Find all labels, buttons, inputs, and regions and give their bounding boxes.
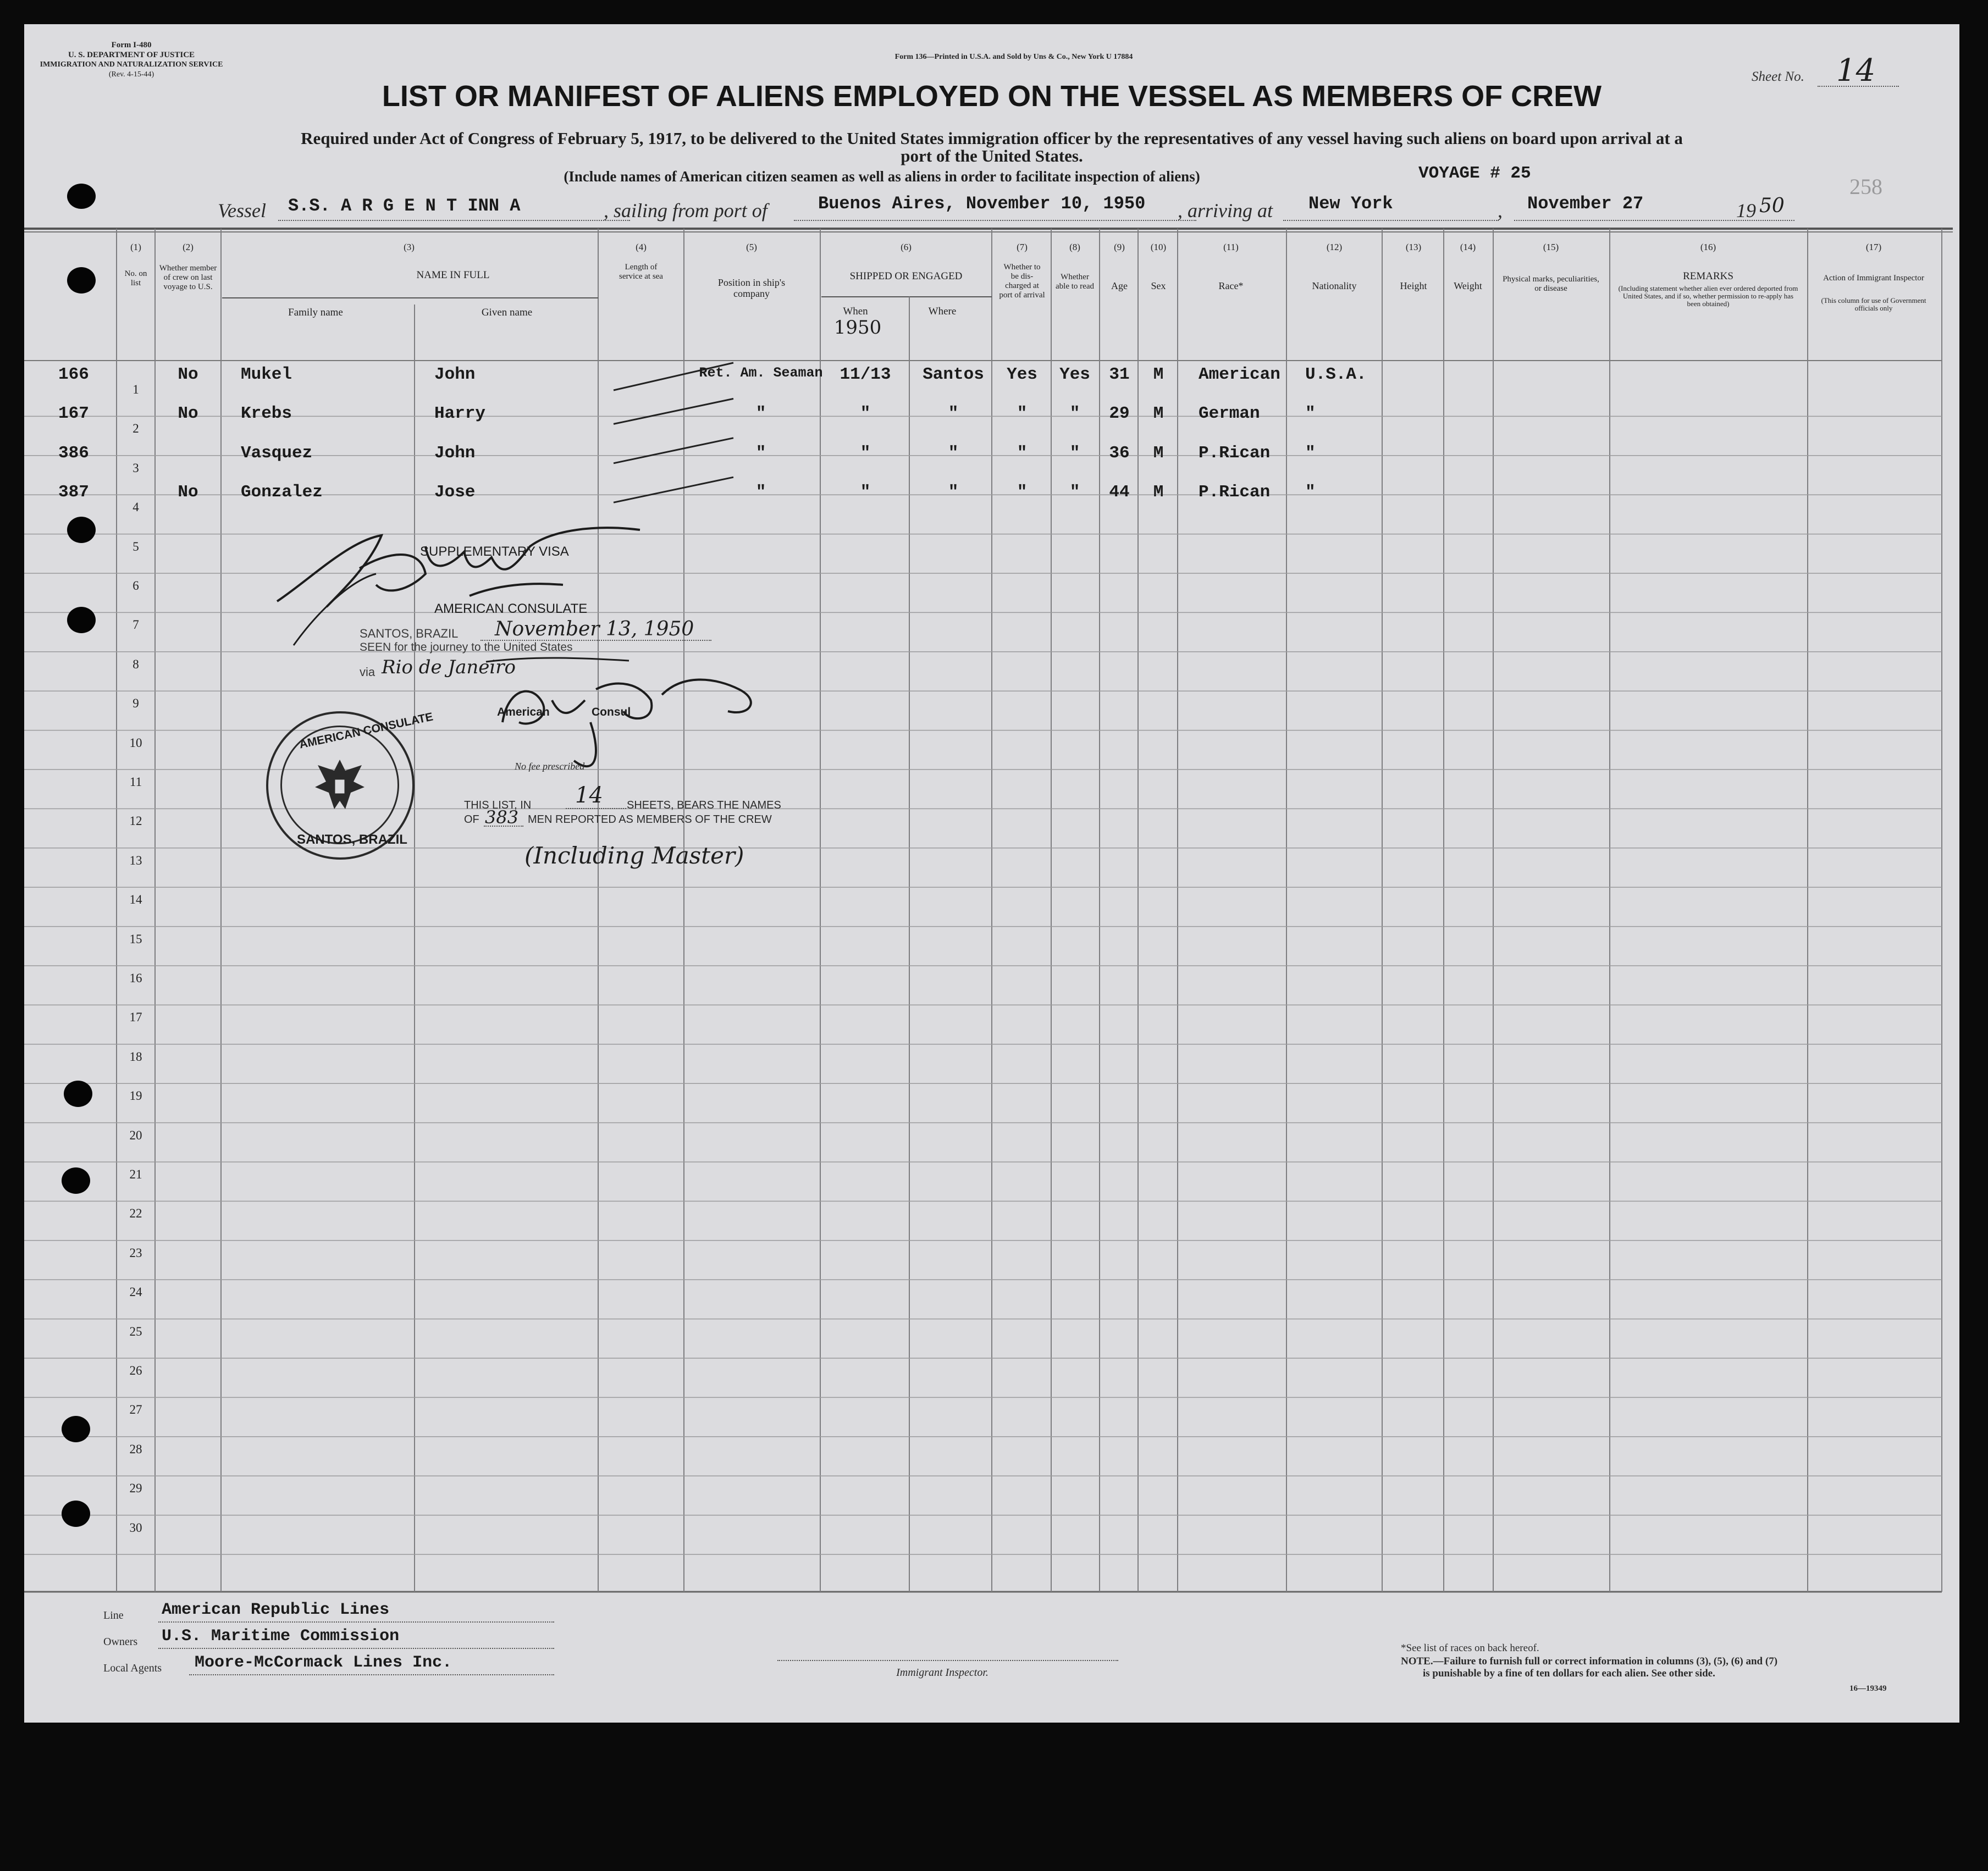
include-note: (Include names of American citizen seamen as well as aliens in order to facilitate inspection of aliens) xyxy=(564,168,1200,185)
col-7-header: Whether to be dis-charged at port of arrival xyxy=(999,263,1045,300)
able-to-read-cell: " xyxy=(1069,443,1080,463)
shipped-when-cell: 11/13 xyxy=(840,365,891,384)
vessel-label: Vessel xyxy=(218,200,266,222)
footer-code: 16—19349 xyxy=(1849,1684,1887,1693)
col-11-num: (11) xyxy=(1223,242,1239,252)
voyage-number: VOYAGE # 25 xyxy=(1418,164,1531,183)
arrival-year: 50 xyxy=(1759,195,1785,217)
col-7-num: (7) xyxy=(1017,242,1028,252)
consul-label-consul: Consul xyxy=(592,706,631,718)
col-15-header: Physical marks, peculiarities, or disease xyxy=(1503,275,1599,293)
nationality-cell: " xyxy=(1305,483,1316,502)
sheet-label: Sheet No. xyxy=(1752,69,1804,84)
col-8-num: (8) xyxy=(1069,242,1080,252)
visa-seen: SEEN for the journey to the United States xyxy=(360,641,573,654)
col-12-header: Nationality xyxy=(1312,280,1357,291)
shipped-where-cell: " xyxy=(948,443,959,463)
form-service: IMMIGRATION AND NATURALIZATION SERVICE xyxy=(40,60,223,69)
eagle-icon xyxy=(312,754,367,815)
position-cell: " xyxy=(755,404,766,424)
shipped-where-cell: Santos xyxy=(923,365,984,384)
col-15-num: (15) xyxy=(1543,242,1559,252)
col-14-num: (14) xyxy=(1460,242,1476,252)
consul-label-american: American xyxy=(497,706,550,718)
age-cell: 44 xyxy=(1109,483,1130,502)
margin-number: 387 xyxy=(58,483,89,502)
length-of-service-strike xyxy=(614,398,733,424)
able-to-read-cell: Yes xyxy=(1059,365,1090,384)
row-number: 23 xyxy=(129,1246,142,1260)
row-number: 30 xyxy=(129,1520,142,1535)
col-6-header: SHIPPED OR ENGAGED xyxy=(849,270,963,282)
col-17-header: Action of Immigrant Inspector xyxy=(1823,274,1924,283)
given-name-cell: Jose xyxy=(434,483,476,502)
stamp-number: 258 xyxy=(1849,174,1882,199)
nationality-cell: " xyxy=(1305,404,1316,424)
vessel-name: S.S. A R G E N T INN A xyxy=(288,196,521,216)
row-number: 18 xyxy=(129,1049,142,1064)
footer-owners-value: U.S. Maritime Commission xyxy=(162,1627,400,1646)
col-4-num: (4) xyxy=(636,242,647,252)
row-number: 1 xyxy=(132,383,139,396)
race-cell: German xyxy=(1199,404,1260,424)
shipped-where-cell: " xyxy=(948,483,959,502)
punch-hole xyxy=(67,517,96,543)
immigrant-inspector-label: Immigrant Inspector. xyxy=(896,1667,989,1679)
age-cell: 31 xyxy=(1109,365,1130,384)
form-dept: U. S. DEPARTMENT OF JUSTICE xyxy=(68,51,195,59)
row-number: 14 xyxy=(129,893,142,907)
list-note-of: OF xyxy=(464,813,479,826)
footer-note-1: NOTE.—Failure to furnish full or correct information in columns (3), (5), (6) and (7) xyxy=(1401,1656,1778,1667)
sex-cell: M xyxy=(1153,483,1164,502)
footer-line-label: Line xyxy=(103,1609,124,1621)
row-number: 25 xyxy=(129,1324,142,1338)
arriving-label: , arriving at xyxy=(1178,200,1273,222)
visa-title: SUPPLEMENTARY VISA xyxy=(420,544,569,559)
punch-hole xyxy=(64,1081,92,1107)
row-number: 8 xyxy=(132,657,139,671)
footer-note-2: is punishable by a fine of ten dollars for each alien. See other side. xyxy=(1423,1668,1715,1679)
col-5-header: Position in ship's company xyxy=(717,277,786,299)
row-number: 7 xyxy=(132,618,139,632)
arrival-date: November 27 xyxy=(1527,193,1644,214)
col-5-num: (5) xyxy=(746,242,757,252)
row-number: 22 xyxy=(129,1206,142,1221)
punch-hole xyxy=(67,267,96,294)
shipped-when-cell: " xyxy=(860,443,871,463)
row-number: 20 xyxy=(129,1128,142,1142)
col-17-subheader: (This column for use of Government officials only xyxy=(1821,296,1926,312)
departure-port: Buenos Aires, November 10, 1950 xyxy=(818,193,1146,214)
footer-agents-label: Local Agents xyxy=(103,1662,162,1674)
age-cell: 36 xyxy=(1109,443,1130,463)
length-of-service-strike xyxy=(614,477,733,502)
family-name-cell: Mukel xyxy=(241,365,292,384)
col-3-num: (3) xyxy=(404,242,415,252)
shipped-when-cell: " xyxy=(860,483,871,502)
family-name-cell: Gonzalez xyxy=(241,483,323,502)
discharged-cell: " xyxy=(1017,404,1028,424)
row-number: 13 xyxy=(129,853,142,867)
col-14-header: Weight xyxy=(1454,280,1482,291)
sailing-label: , sailing from port of xyxy=(604,200,767,222)
able-to-read-cell: " xyxy=(1069,404,1080,424)
footer-line-value: American Republic Lines xyxy=(162,1601,390,1619)
col-3-header: NAME IN FULL xyxy=(416,269,490,281)
col-3a-header: Family name xyxy=(288,307,343,318)
col-9-header: Age xyxy=(1111,280,1128,291)
row-number: 28 xyxy=(129,1442,142,1456)
row-number: 26 xyxy=(129,1364,142,1377)
visa-date: November 13, 1950 xyxy=(495,618,694,640)
shipped-when-cell: " xyxy=(860,404,871,424)
row-number: 24 xyxy=(129,1285,142,1299)
race-cell: P.Rican xyxy=(1199,483,1271,502)
given-name-cell: John xyxy=(434,365,476,384)
row-number: 19 xyxy=(129,1089,142,1103)
row-number: 4 xyxy=(132,500,139,514)
sheet-number: 14 xyxy=(1836,53,1876,88)
length-of-service-strike xyxy=(614,438,733,463)
discharged-cell: " xyxy=(1017,443,1028,463)
col-9-num: (9) xyxy=(1114,242,1125,252)
row-number: 11 xyxy=(129,775,142,789)
given-name-cell: Harry xyxy=(434,404,486,424)
row-number: 9 xyxy=(132,696,139,711)
discharged-cell: " xyxy=(1017,483,1028,502)
shipped-where-cell: " xyxy=(948,404,959,424)
col-1-header: No. on list xyxy=(124,269,147,287)
position-cell: " xyxy=(755,483,766,502)
row-number: 3 xyxy=(132,461,139,475)
nationality-cell: " xyxy=(1305,443,1316,463)
col-3b-header: Given name xyxy=(481,307,533,318)
col-11-header: Race* xyxy=(1218,280,1244,291)
age-cell: 29 xyxy=(1109,404,1130,424)
col-10-num: (10) xyxy=(1150,242,1167,252)
list-note-suffix: MEN REPORTED AS MEMBERS OF THE CREW xyxy=(528,813,772,826)
col-6-num: (6) xyxy=(901,242,912,252)
sex-cell: M xyxy=(1153,443,1164,463)
last-voyage-cell: No xyxy=(178,404,198,424)
row-number: 12 xyxy=(129,814,142,828)
consulate-seal xyxy=(266,710,434,860)
col-16-subheader: (Including statement whether alien ever ordered deported from United States, and if so, whether permission to re-apply has been obtained) xyxy=(1618,284,1798,308)
sex-cell: M xyxy=(1153,404,1164,424)
col-17-num: (17) xyxy=(1865,242,1882,252)
last-voyage-cell: No xyxy=(178,365,198,384)
margin-number: 166 xyxy=(58,365,89,384)
shipped-year: 1950 xyxy=(833,317,882,339)
col-4-header: Length of service at sea xyxy=(619,263,663,281)
visa-via: Rio de Janeiro xyxy=(382,656,516,678)
position-cell: " xyxy=(755,443,766,463)
race-cell: P.Rican xyxy=(1199,443,1271,463)
visa-fee: No fee prescribed xyxy=(515,761,585,772)
row-number: 21 xyxy=(129,1167,142,1181)
col-12-num: (12) xyxy=(1326,242,1343,252)
discharged-cell: Yes xyxy=(1007,365,1037,384)
race-cell: American xyxy=(1199,365,1280,384)
position-cell: Ret. Am. Seaman xyxy=(699,365,823,381)
row-number: 5 xyxy=(132,539,139,553)
form-id: Form I-480 xyxy=(111,41,152,49)
list-note-sheets: 14 xyxy=(575,783,603,808)
col-13-header: Height xyxy=(1400,280,1427,291)
col-16-header: REMARKS xyxy=(1683,270,1733,282)
col-2-header: Whether member of crew on last voyage to U.S. xyxy=(159,264,217,291)
visa-via-label: via xyxy=(360,665,375,679)
footer-agents-value: Moore-McCormack Lines Inc. xyxy=(195,1653,452,1672)
races-note: *See list of races on back hereof. xyxy=(1401,1642,1539,1654)
punch-hole xyxy=(62,1501,90,1527)
col-6a-header: When xyxy=(843,306,868,317)
arriving-port: New York xyxy=(1308,193,1393,214)
margin-number: 386 xyxy=(58,443,89,463)
punch-hole xyxy=(67,184,96,209)
list-note-men: 383 xyxy=(485,807,519,828)
margin-number: 167 xyxy=(58,404,89,424)
given-name-cell: John xyxy=(434,443,476,463)
col-8-header: Whether able to read xyxy=(1056,273,1094,291)
visa-place: SANTOS, BRAZIL xyxy=(360,627,459,640)
printer-note: Form 136—Printed in U.S.A. and Sold by Uns & Co., New York U 17884 xyxy=(894,53,1133,61)
col-13-num: (13) xyxy=(1405,242,1422,252)
row-number: 10 xyxy=(129,735,142,750)
col-1-num: (1) xyxy=(130,242,141,252)
col-2-num: (2) xyxy=(183,242,194,252)
nationality-cell: U.S.A. xyxy=(1305,365,1367,384)
last-voyage-cell: No xyxy=(178,483,198,502)
col-10-header: Sex xyxy=(1151,280,1166,291)
footer-owners-label: Owners xyxy=(103,1636,138,1648)
row-number: 27 xyxy=(129,1403,142,1417)
form-rev: (Rev. 4-15-44) xyxy=(108,70,154,79)
year-prefix: 19 xyxy=(1736,200,1756,222)
list-note-prefix: THIS LIST, IN xyxy=(464,799,532,811)
row-number: 17 xyxy=(129,1010,142,1025)
subtitle-line-2: port of the United States. xyxy=(901,146,1083,165)
row-number: 15 xyxy=(129,932,142,946)
sex-cell: M xyxy=(1153,365,1164,384)
subtitle-line-1: Required under Act of Congress of February 5, 1917, to be delivered to the United States immigration officer by the representatives of any vessel having such aliens on board upon arrival at a xyxy=(301,129,1683,148)
seal-bottom-text: SANTOS, BRAZIL xyxy=(297,832,407,847)
row-number: 29 xyxy=(129,1481,142,1496)
col-16-num: (16) xyxy=(1700,242,1716,252)
visa-consulate: AMERICAN CONSULATE xyxy=(434,601,588,616)
row-number: 16 xyxy=(129,971,142,985)
family-name-cell: Krebs xyxy=(241,404,292,424)
punch-hole xyxy=(62,1167,90,1194)
row-number: 2 xyxy=(132,422,139,436)
page-title: LIST OR MANIFEST OF ALIENS EMPLOYED ON THE VESSEL AS MEMBERS OF CREW xyxy=(382,80,1602,113)
punch-hole xyxy=(67,607,96,633)
row-number: 6 xyxy=(132,579,139,593)
seal-text: AMERICAN CONSULATE xyxy=(298,710,434,751)
punch-hole xyxy=(62,1416,90,1442)
col-6b-header: Where xyxy=(928,306,957,317)
able-to-read-cell: " xyxy=(1069,483,1080,502)
family-name-cell: Vasquez xyxy=(241,443,313,463)
manifest-sheet: Form I-480 U. S. DEPARTMENT OF JUSTICE IMMIGRATION AND NATURALIZATION SERVICE (Rev. 4-15-44) Form 136—Printed in U.S.A. and Sold by Uns & Co., New York U 17884 Sheet No. 14 LIST OR MANIFEST OF ALIENS EMPLOYED ON THE VESSEL AS MEMBERS OF CREW Required under Act of Congress of February 5, 1917, to be delivered to the United States immigration officer by the representatives of any vessel having such aliens on board upon arrival at a port of the United States. (Include names of American citizen seamen as well as aliens in order to facilitate inspection of aliens) VOYAGE # 25 258 Vessel S.S. A R G E N T INN A , sailing from port of Buenos Aires, November 10, 1950 , arriving at New York , November 27 19 50 (1) No. on list (2) Whether member of crew on last voyage to U.S. (3) NAME IN FULL Family name Given name (4) Length of service at sea (5) Position in ship's company (6) SHIPPED OR ENGAGED When Where 1950 (7) Whether to be dis-charged at port of arrival (8) Whether able to read (9) Age (10) Sex (11) Race* (12) Nationality (13) Height (14) Weight (15) Physical marks, peculiarities, or disease (16) REMARKS (Including statement whether alien ever ordered deported from United States, and if so, whether permission to re-apply has been obtained) (17) Action of Immigrant Inspector (This column for use of Government officials only 1 2 3 4 5 6 7 8 9 10 11 12 13 14 15 16 17 18 19 20 21 22 23 24 25 26 27 28 29 30 166 No Mukel John Ret. Am. Seaman 11/13 Santos Yes Yes 31 M American U.S.A. 167 No Krebs Harry " " " " " 29 M German " 386 Vasquez John " " " " " 36 M P.Rican " 387 No Gonzalez Jose " " " " " 44 M P.Rican " SUPPLEMENTARY VISA AMERICAN CONSULATE SANTOS, BRAZIL November 13, 1950 SEEN for the journey to the United States via Rio de Janeiro American Consul No fee prescribed AMERICAN CONSULATE SANTOS, BRAZIL THIS LIST, IN 14 SHEETS, BEARS THE NAMES OF 383 MEN REPORTED AS MEMBERS OF THE CREW (Including Master) Line American Republic Lines Owners U.S. Maritime Commission Local Agents Moore-McCormack Lines Inc. Immigrant Inspector. *See list of races on back hereof. NOTE.—Failure to furnish full or correct information in columns (3), (5), (6) and (7) is punishable by a fine of ten dollars for each alien. See other side. 16—19349 xyxy=(24,24,1959,1723)
list-note-mid: SHEETS, BEARS THE NAMES xyxy=(627,799,781,811)
including-master: (Including Master) xyxy=(524,842,744,869)
